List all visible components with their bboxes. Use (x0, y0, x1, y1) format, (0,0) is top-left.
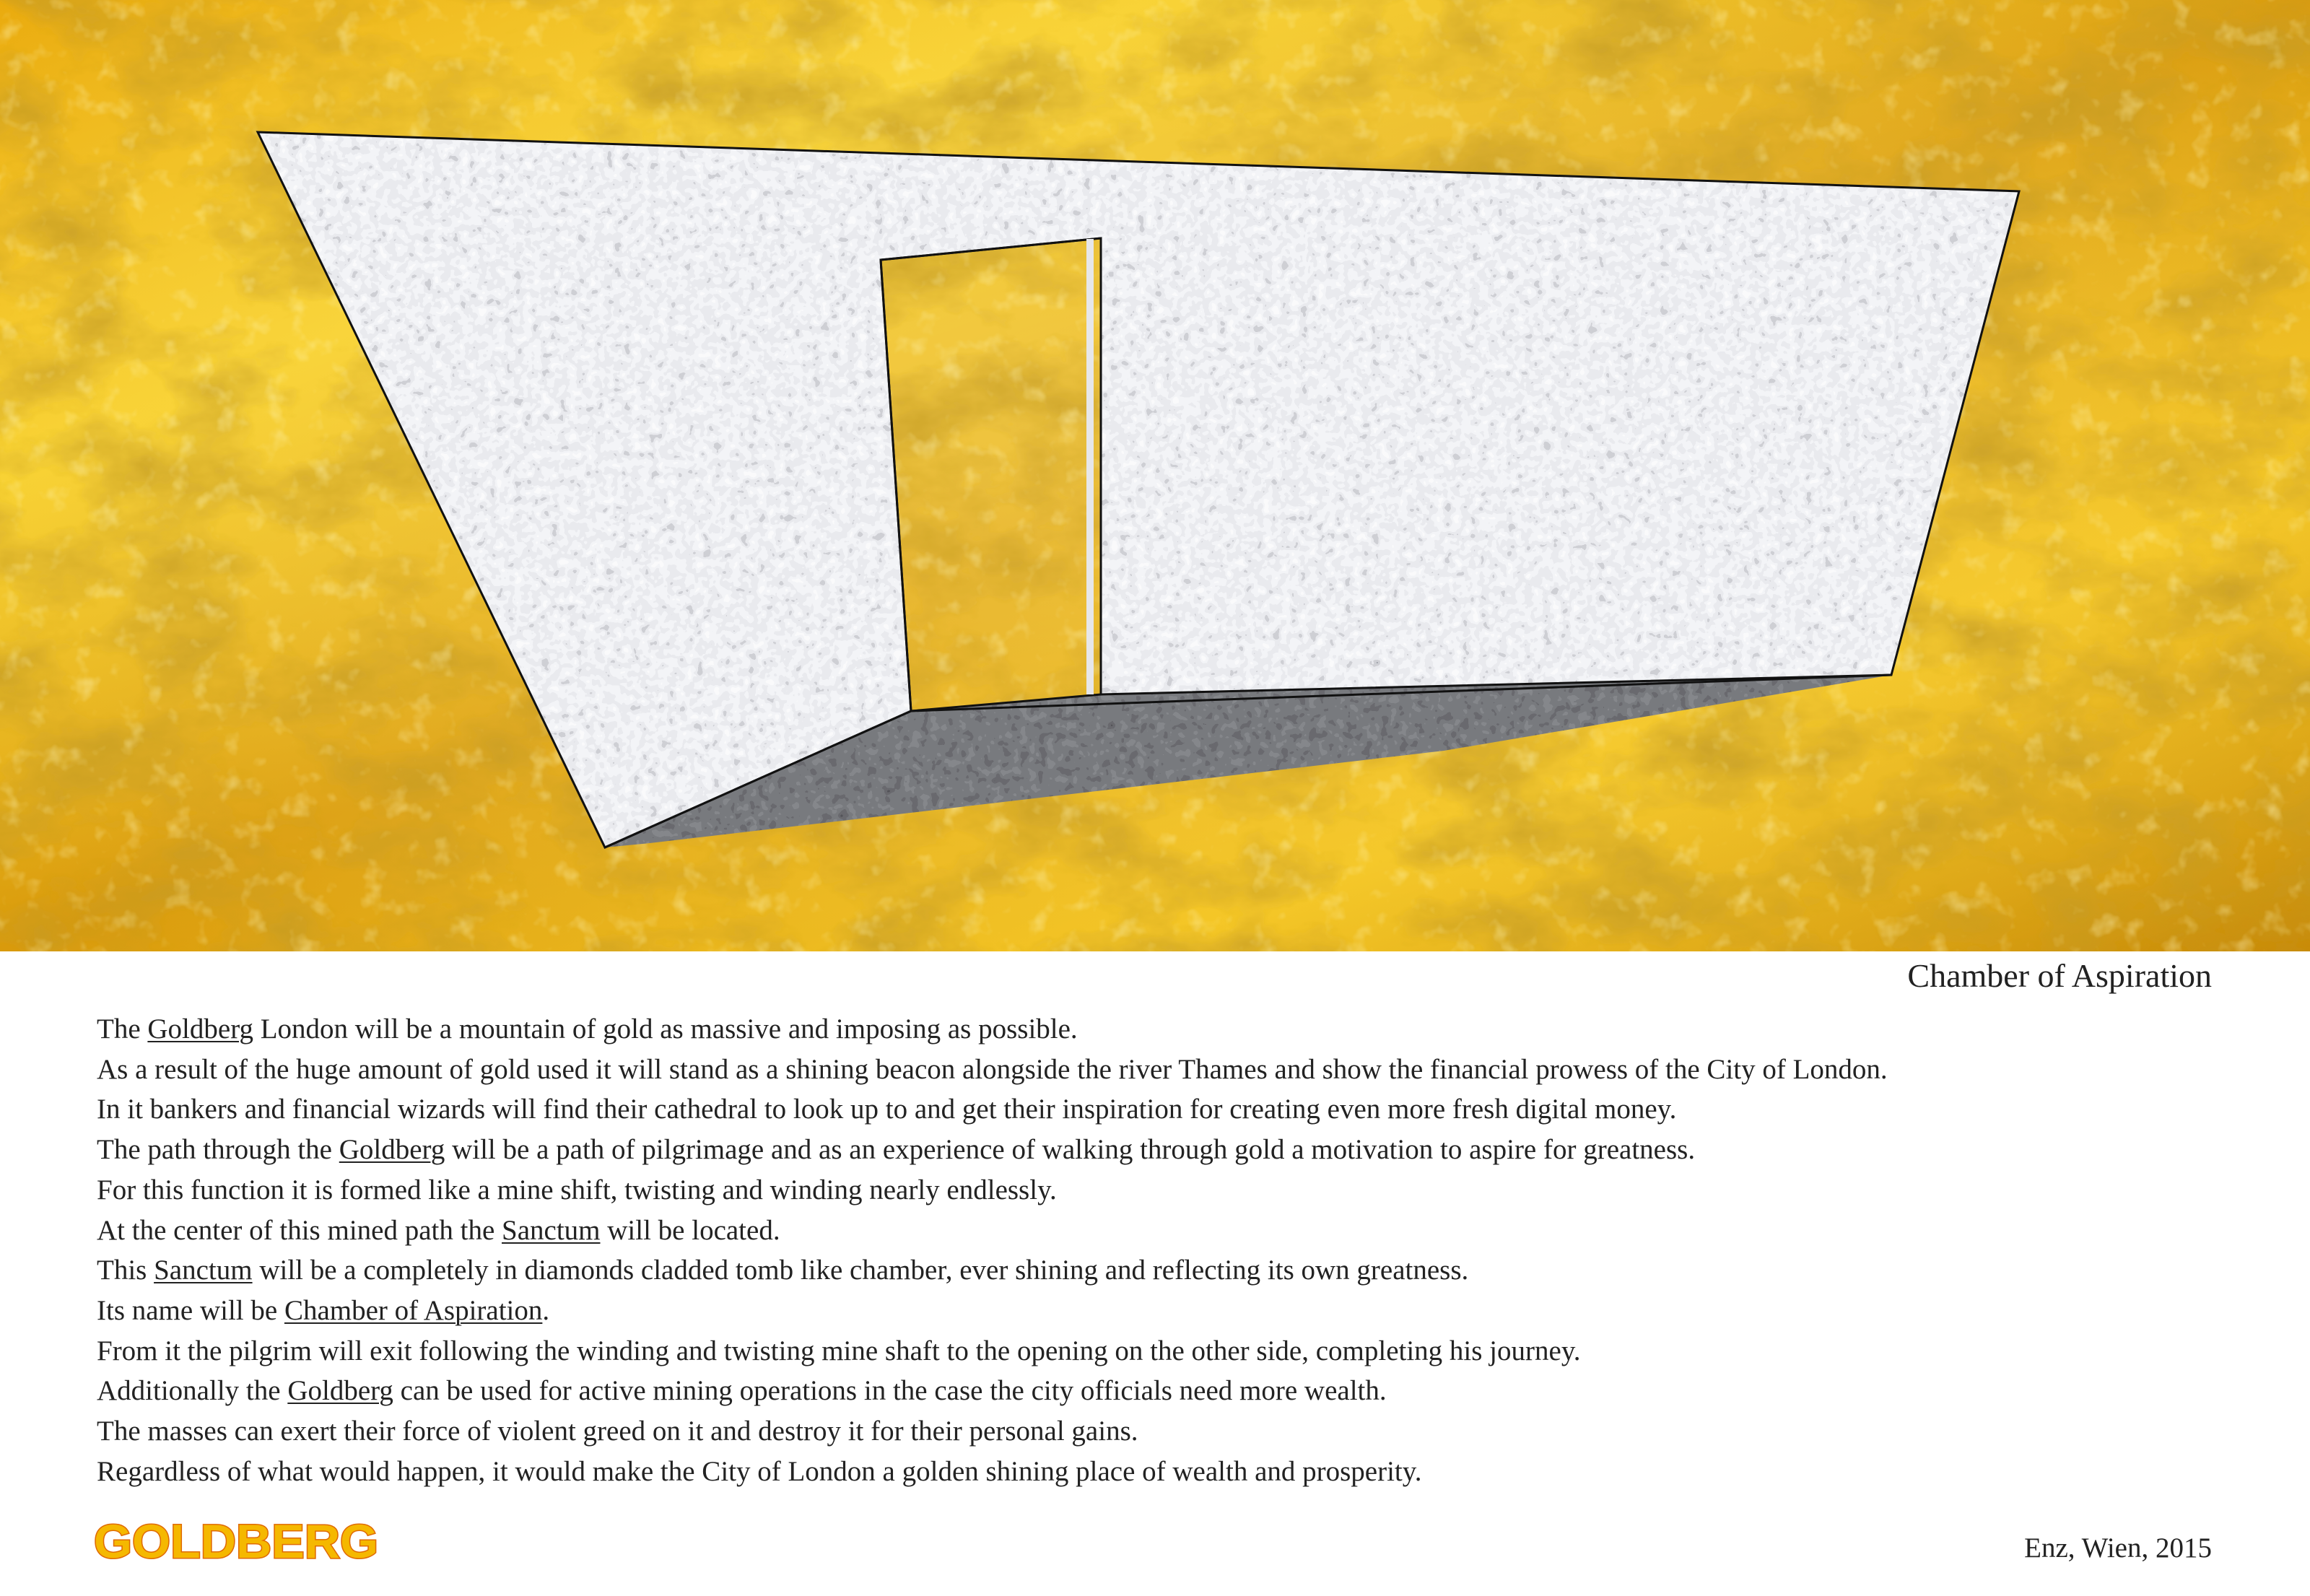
text-run: Additionally the (97, 1375, 288, 1407)
text-line (97, 1170, 2219, 1211)
description-text (97, 1009, 2219, 1491)
text-run: Regardless of what would happen, it would make the City of London a golden shining place of wealth and prosperity. (97, 1455, 1422, 1487)
text-line (97, 1211, 2219, 1251)
text-run: As a result of the huge amount of gold used it will stand as a shining beacon alongside the river Thames and show the financial prowess of the City of London. (97, 1053, 1888, 1085)
text-line (97, 1331, 2219, 1372)
text-run: At the center of this mined path the (97, 1214, 502, 1246)
goldberg-logo (92, 1514, 381, 1566)
text-line (97, 1371, 2219, 1411)
svg-text:GOLDBERG: GOLDBERG (94, 1514, 378, 1566)
text-run: can be used for active mining operations in the case the city officials need more wealth. (393, 1375, 1387, 1407)
text-run: This (97, 1255, 154, 1286)
text-run: will be a completely in diamonds cladded tomb like chamber, ever shining and reflecting its own greatness. (252, 1255, 1469, 1286)
underlined-term: Goldberg (339, 1134, 445, 1166)
text-line (97, 1009, 2219, 1050)
text-line (97, 1250, 2219, 1291)
text-run: . (542, 1294, 550, 1326)
text-line (97, 1411, 2219, 1452)
text-line (97, 1291, 2219, 1331)
underlined-term: Sanctum (502, 1214, 601, 1246)
text-line (97, 1050, 2219, 1090)
text-run: The masses can exert their force of violent greed on it and destroy it for their personal gains. (97, 1416, 1138, 1447)
underlined-term: Chamber of Aspiration (284, 1294, 543, 1326)
text-run: Its name will be (97, 1294, 284, 1326)
text-run: will be located. (600, 1214, 780, 1246)
text-run: will be a path of pilgrimage and as an experience of walking through gold a motivation to aspire for greatness. (445, 1134, 1696, 1166)
text-run: For this function it is formed like a mine shift, twisting and winding nearly endlessly. (97, 1174, 1057, 1205)
text-line (97, 1130, 2219, 1170)
image-caption: Chamber of Aspiration (1907, 957, 2212, 994)
text-run: The (97, 1013, 148, 1045)
text-run: From it the pilgrim will exit following the winding and twisting mine shaft to the opening on the other side, completing his journey. (97, 1335, 1581, 1366)
underlined-term: Goldberg (147, 1013, 253, 1045)
text-run: London will be a mountain of gold as massive and imposing as possible. (253, 1013, 1078, 1045)
text-line (97, 1452, 2219, 1492)
text-run: In it bankers and financial wizards will find their cathedral to look up to and get their inspiration for creating even more fresh digital money. (97, 1094, 1677, 1125)
underlined-term: Sanctum (154, 1255, 253, 1286)
text-run: The path through the (97, 1134, 339, 1166)
author-credit: Enz, Wien, 2015 (2024, 1532, 2212, 1564)
text-line (97, 1089, 2219, 1130)
underlined-term: Goldberg (287, 1375, 393, 1407)
